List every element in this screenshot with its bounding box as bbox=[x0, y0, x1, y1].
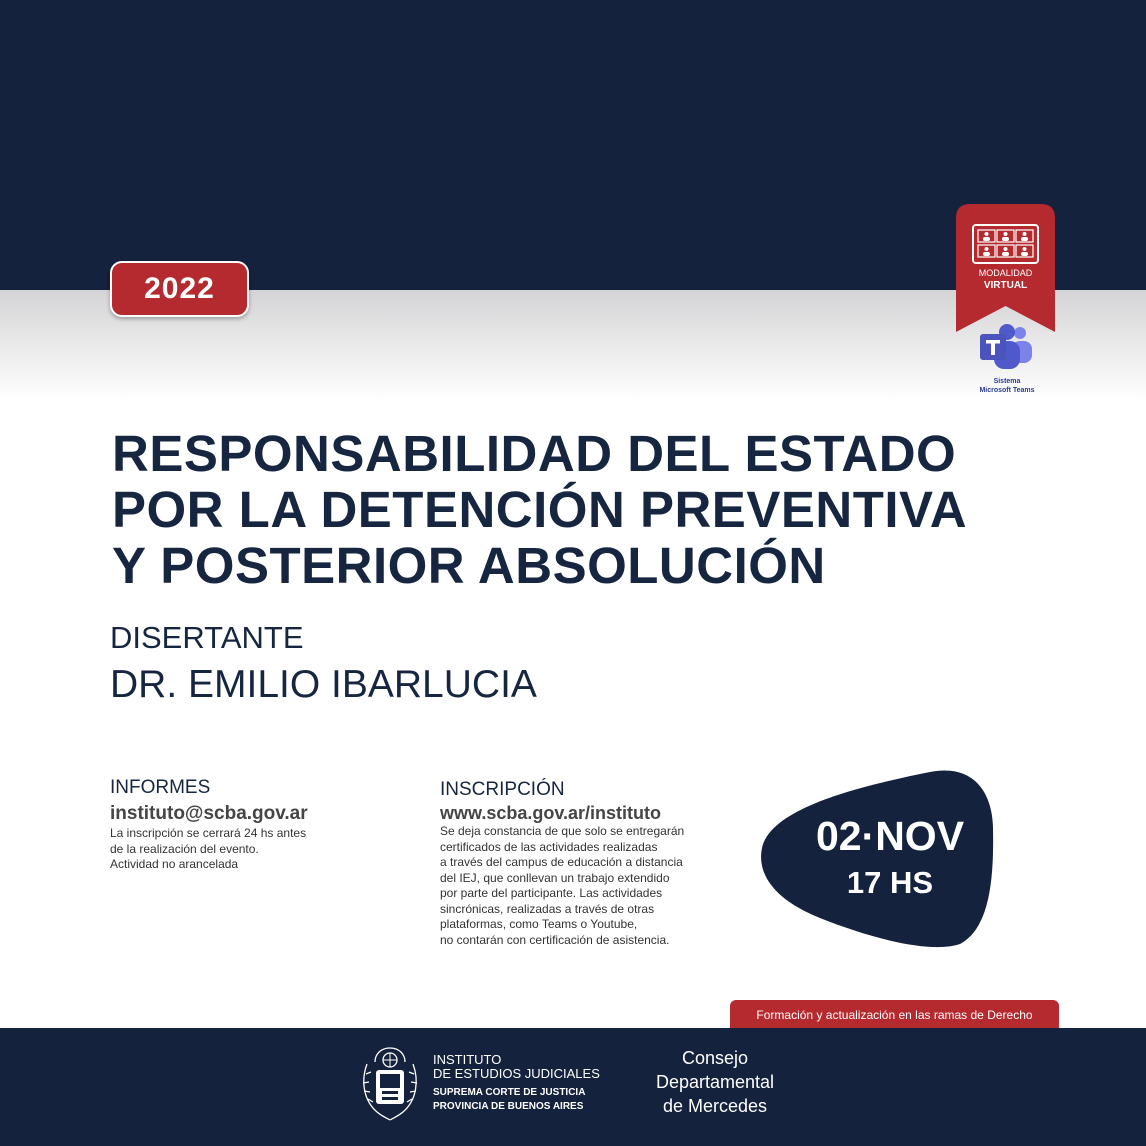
inscripcion-heading: INSCRIPCIÓN bbox=[440, 779, 565, 800]
platform-caption-line1: Sistema bbox=[993, 378, 1021, 385]
inscripcion-note: plataformas, como Teams o Youtube, bbox=[440, 917, 638, 931]
event-date: 02·NOV bbox=[815, 813, 965, 859]
inscripcion-notes bbox=[440, 824, 684, 948]
inscripcion-note: por parte del participante. Las actividades bbox=[440, 886, 663, 900]
inscripcion-note: a través del campus de educación a distancia bbox=[440, 855, 683, 869]
informes-notes bbox=[110, 826, 306, 873]
title-line-2: POR LA DETENCIÓN PREVENTIVA bbox=[112, 481, 968, 538]
platform-caption-line2: Microsoft Teams bbox=[979, 387, 1035, 394]
microsoft-teams-icon bbox=[978, 322, 1034, 372]
platform-caption bbox=[960, 377, 1054, 395]
speaker-name: DR. EMILIO IBARLUCIA bbox=[110, 663, 537, 706]
formation-tag: Formación y actualización en las ramas de Derecho bbox=[730, 1000, 1059, 1029]
speaker-label: DISERTANTE bbox=[110, 620, 304, 655]
consejo-line1: Consejo bbox=[681, 1048, 749, 1068]
title-line-3: Y POSTERIOR ABSOLUCIÓN bbox=[112, 537, 826, 594]
institute-seal-icon bbox=[357, 1042, 423, 1124]
modality-value: VIRTUAL bbox=[983, 280, 1028, 291]
institute-name-line3: SUPREMA CORTE DE JUSTICIA bbox=[433, 1087, 586, 1098]
inscripcion-note: no contarán con certificación de asistencia. bbox=[440, 932, 670, 947]
institute-name-line2: DE ESTUDIOS JUDICIALES bbox=[433, 1066, 600, 1081]
inscripcion-url[interactable]: www.scba.gov.ar/instituto bbox=[440, 803, 662, 823]
consejo-departamental bbox=[640, 1046, 790, 1118]
year-badge: 2022 bbox=[110, 261, 249, 317]
event-time: 17 HS bbox=[846, 865, 934, 900]
informes-heading: INFORMES bbox=[110, 777, 211, 798]
informes-email[interactable]: instituto@scba.gov.ar bbox=[110, 803, 308, 824]
institute-name-line4: PROVINCIA DE BUENOS AIRES bbox=[433, 1101, 584, 1112]
modality-ribbon bbox=[956, 204, 1055, 334]
informes-note: de la realización del evento. bbox=[110, 841, 259, 856]
inscripcion-note: del IEJ, que conllevan un trabajo extendido bbox=[440, 870, 670, 885]
inscripcion-note: Se deja constancia de que solo se entregarán bbox=[440, 824, 685, 838]
informes-note: La inscripción se cerrará 24 hs antes bbox=[110, 826, 307, 840]
consejo-line3: de Mercedes bbox=[662, 1096, 768, 1116]
institute-name-line1: INSTITUTO bbox=[433, 1052, 502, 1067]
modality-label: MODALIDAD bbox=[978, 268, 1033, 278]
informes-note: Actividad no arancelada bbox=[110, 857, 239, 871]
title-line-1: RESPONSABILIDAD DEL ESTADO bbox=[112, 425, 957, 482]
event-title bbox=[112, 426, 1092, 594]
inscripcion-note: sincrónicas, realizadas a través de otras bbox=[440, 901, 655, 916]
consejo-line2: Departamental bbox=[655, 1072, 775, 1092]
inscripcion-note: certificados de las actividades realizadas bbox=[440, 839, 658, 854]
